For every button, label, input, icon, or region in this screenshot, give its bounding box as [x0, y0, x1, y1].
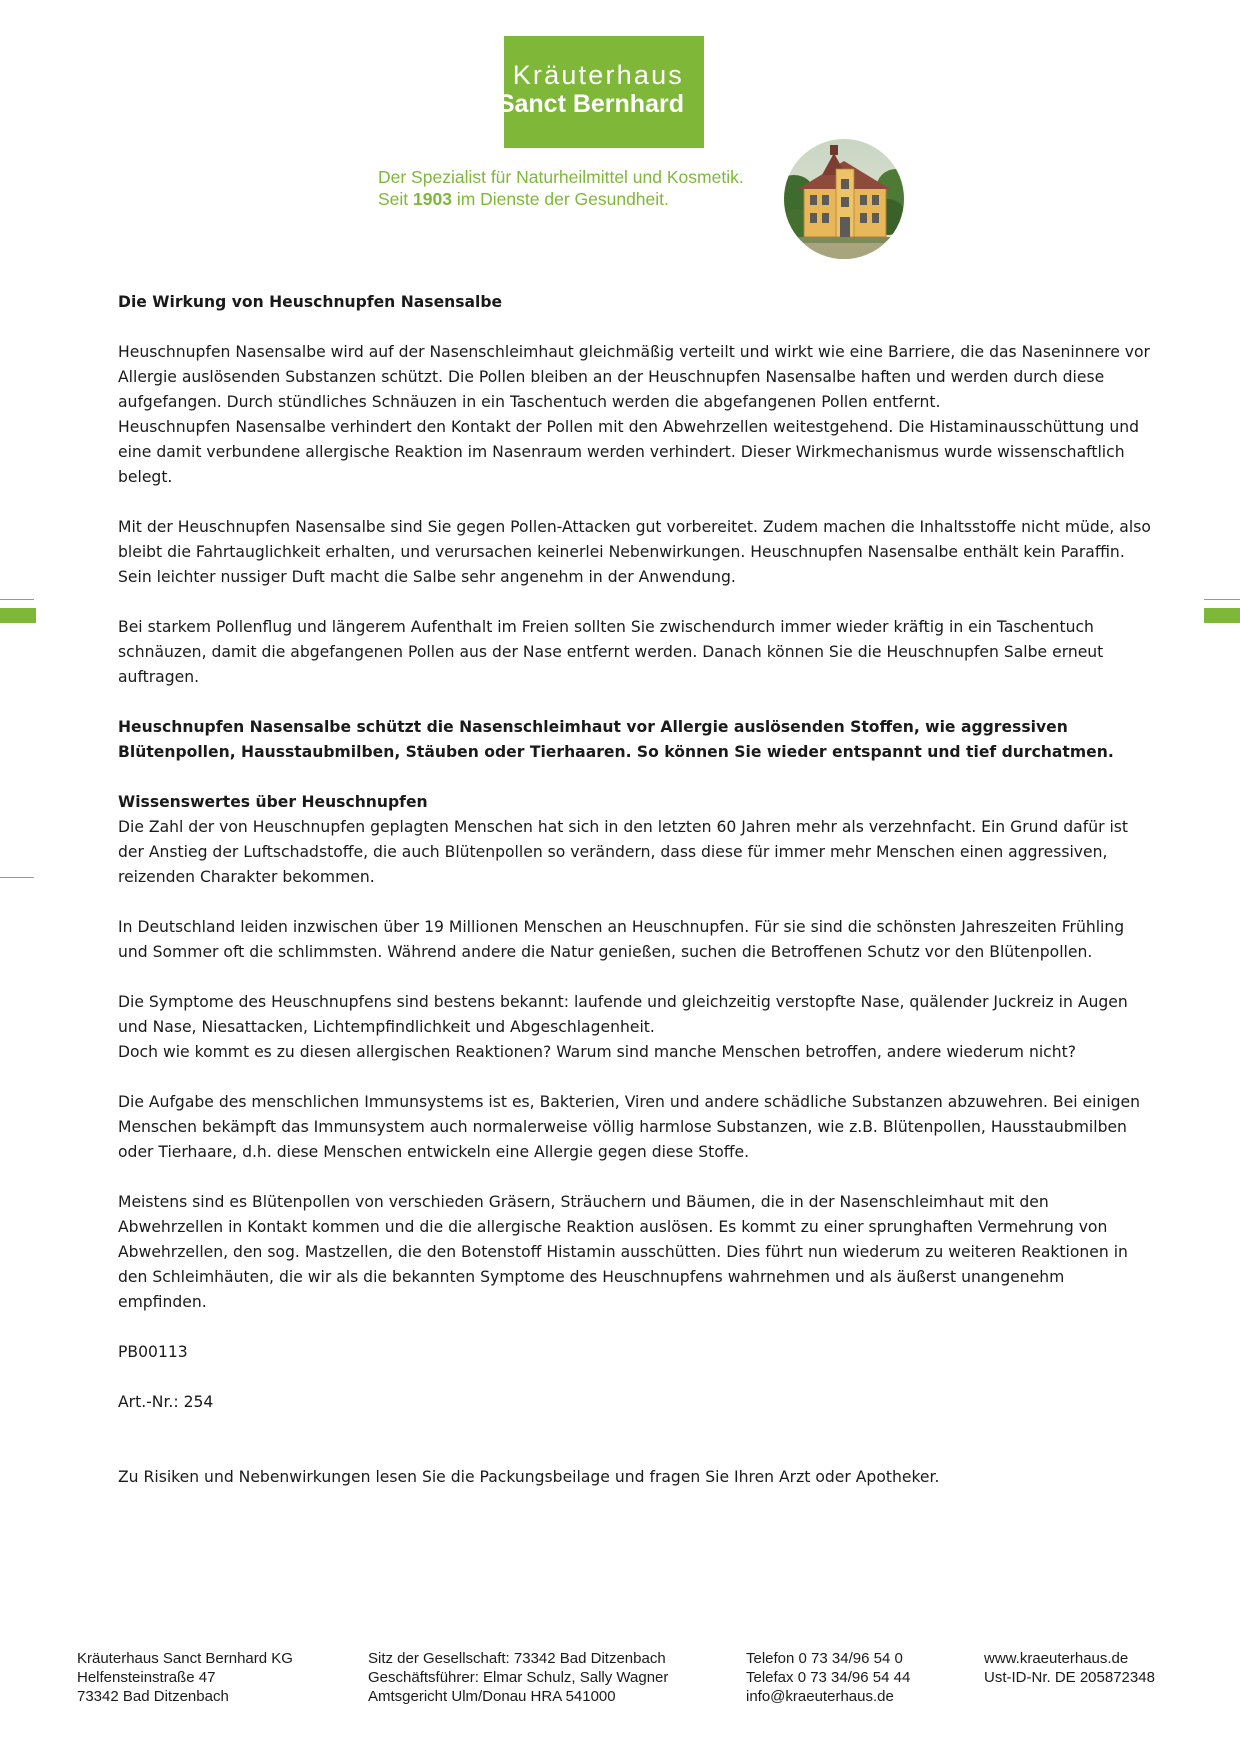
footer-court-registration: Amtsgericht Ulm/Donau HRA 541000 [368, 1688, 616, 1705]
footer-phone: Telefon 0 73 34/96 54 0 [746, 1650, 903, 1667]
brand-logo [497, 36, 704, 148]
paragraph-2: Mit der Heuschnupfen Nasensalbe sind Sie gegen Pollen-Attacken gut vorbereitet. Zudem machen die Inhaltsstoffe nicht müde, also bleibt die Fahrtauglichkeit erhalten, und verursachen keinerlei Nebenwirkungen. Heuschnupfen Nasensalbe enthält kein Paraffin. Sein leichter nussiger Duft macht die Salbe sehr angenehm in der Anwendung. [118, 518, 1151, 586]
article-number: Art.-Nr.: 254 [118, 1393, 214, 1411]
footer-web-tax [984, 1649, 1155, 1687]
tagline-prefix: Seit [378, 189, 414, 209]
footer-company-address [77, 1649, 293, 1706]
tagline-line-1: Der Spezialist für Naturheilmittel und Kosmetik. [378, 167, 744, 187]
section-2-paragraph-5: Meistens sind es Blütenpollen von verschieden Gräsern, Sträuchern und Bäumen, die in der Nasenschleimhaut mit den Abwehrzellen in Kontakt kommen und die die allergische Reaktion auslösen. Es kommt zu einer sprunghaften Vermehrung von Abwehrzellen, den sog. Mastzellen, die den Botenstoff Histamin ausschütten. Dies führt nun wiederum zu weiteren Reaktionen in den Schleimhäuten, die wir als die bekannten Symptome des Heuschnupfens wahrnehmen und als äußerst unangenehm empfinden. [118, 1193, 1128, 1311]
footer-vat-id: Ust-ID-Nr. DE 205872348 [984, 1669, 1155, 1686]
tagline-year: 1903 [413, 189, 452, 209]
paragraph-1b: Heuschnupfen Nasensalbe verhindert den Kontakt der Pollen mit den Abwehrzellen weitestgehend. Die Histaminausschüttung und eine damit verbundene allergische Reaktion im Nasenraum werden verhindert. Dieser Wirkmechanismus wurde wissenschaftlich belegt. [118, 418, 1140, 486]
disclaimer: Zu Risiken und Nebenwirkungen lesen Sie die Packungsbeilage und fragen Sie Ihren Arzt oder Apotheker. [118, 1468, 940, 1486]
section-2-paragraph-3-text: Die Symptome des Heuschnupfens sind bestens bekannt: laufende und gleichzeitig verstopfte Nase, quälender Juckreiz in Augen und Nase, Niesattacken, Lichtempfindlichkeit und Abgeschlagenheit. [118, 993, 1128, 1036]
section-2-paragraph-4: Die Aufgabe des menschlichen Immunsystems ist es, Bakterien, Viren und andere schädliche Substanzen abzuwehren. Bei einigen Menschen bekämpft das Immunsystem auch normalerweise völlig harmlose Substanzen, wie z.B. Blütenpollen, Hausstaubmilben oder Tierhaare, d.h. diese Menschen entwickeln eine Allergie gegen diese Stoffe. [118, 1093, 1141, 1161]
footer-managing-directors: Geschäftsführer: Elmar Schulz, Sally Wagner [368, 1669, 669, 1686]
section-2-paragraph-3 [118, 990, 1158, 1040]
paragraph-1-text: Heuschnupfen Nasensalbe wird auf der Nasenschleimhaut gleichmäßig verteilt und wirkt wie eine Barriere, die das Naseninnere vor Allergie auslösenden Substanzen schützt. Die Pollen bleiben an der Heuschnupfen Nasensalbe haften und werden durch diese aufgefangen. Durch stündliches Schnäuzen in ein Taschentuch werden die abgefangenen Pollen entfernt. [118, 343, 1150, 411]
footer-legal-info [368, 1649, 668, 1706]
article-title: Die Wirkung von Heuschnupfen Nasensalbe [118, 293, 503, 311]
footer-city: 73342 Bad Ditzenbach [77, 1688, 229, 1705]
paragraph-3: Bei starkem Pollenflug und längerem Aufenthalt im Freien sollten Sie zwischendurch immer wieder kräftig in ein Taschentuch schnäuzen, damit die abgefangenen Pollen aus der Nase entfernt werden. Danach können Sie die Heuschnupfen Salbe erneut auftragen. [118, 618, 1104, 686]
fold-mark-right [1204, 608, 1240, 623]
footer-company-name: Kräuterhaus Sanct Bernhard KG [77, 1650, 293, 1667]
tagline-suffix: im Dienste der Gesundheit. [451, 189, 669, 209]
bold-statement: Heuschnupfen Nasensalbe schützt die Nasenschleimhaut vor Allergie auslösenden Stoffen, wie aggressiven Blütenpollen, Hausstaubmilben, Stäuben oder Tierhaaren. So können Sie wieder entspannt und tief durchatmen. [118, 718, 1114, 761]
logo-line-1: Kräuterhaus [512, 60, 684, 90]
tagline-line-2 [378, 188, 744, 210]
footer-website-link[interactable]: www.kraeuterhaus.de [984, 1650, 1129, 1667]
footer-email-link[interactable]: info@kraeuterhaus.de [746, 1688, 894, 1705]
fold-mark-line-right-top [1204, 599, 1240, 600]
footer-contact [746, 1649, 910, 1706]
section-2-paragraph-3b: Doch wie kommt es zu diesen allergischen Reaktionen? Warum sind manche Menschen betroffen, andere wiederum nicht? [118, 1043, 1077, 1061]
fold-mark-line-left-top [0, 599, 34, 600]
product-code: PB00113 [118, 1343, 188, 1361]
section-2-paragraph-1: Die Zahl der von Heuschnupfen geplagten Menschen hat sich in den letzten 60 Jahren mehr als verzehnfacht. Ein Grund dafür ist der Anstieg der Luftschadstoffe, die auch Blütenpollen so verändern, dass diese für immer mehr Menschen einen aggressiven, reizenden Charakter bekommen. [118, 818, 1129, 886]
company-building-image [784, 139, 904, 259]
footer-street: Helfensteinstraße 47 [77, 1669, 216, 1686]
section-2-title: Wissenswertes über Heuschnupfen [118, 793, 428, 811]
document-body [118, 290, 1158, 1515]
section-2-paragraph-2: In Deutschland leiden inzwischen über 19 Millionen Menschen an Heuschnupfen. Für sie sind die schönsten Jahreszeiten Frühling und Sommer oft die schlimmsten. Während andere die Natur genießen, suchen die Betroffenen Schutz vor den Blütenpollen. [118, 918, 1125, 961]
section-2 [118, 790, 1158, 890]
tagline [378, 166, 744, 210]
footer-registered-office: Sitz der Gesellschaft: 73342 Bad Ditzenbach [368, 1650, 666, 1667]
fold-mark-line-left-bottom [0, 877, 34, 878]
fold-mark-left [0, 608, 36, 623]
logo-line-2: Sanct Bernhard [497, 90, 684, 118]
paragraph-1 [118, 340, 1158, 415]
footer-fax: Telefax 0 73 34/96 54 44 [746, 1669, 911, 1686]
